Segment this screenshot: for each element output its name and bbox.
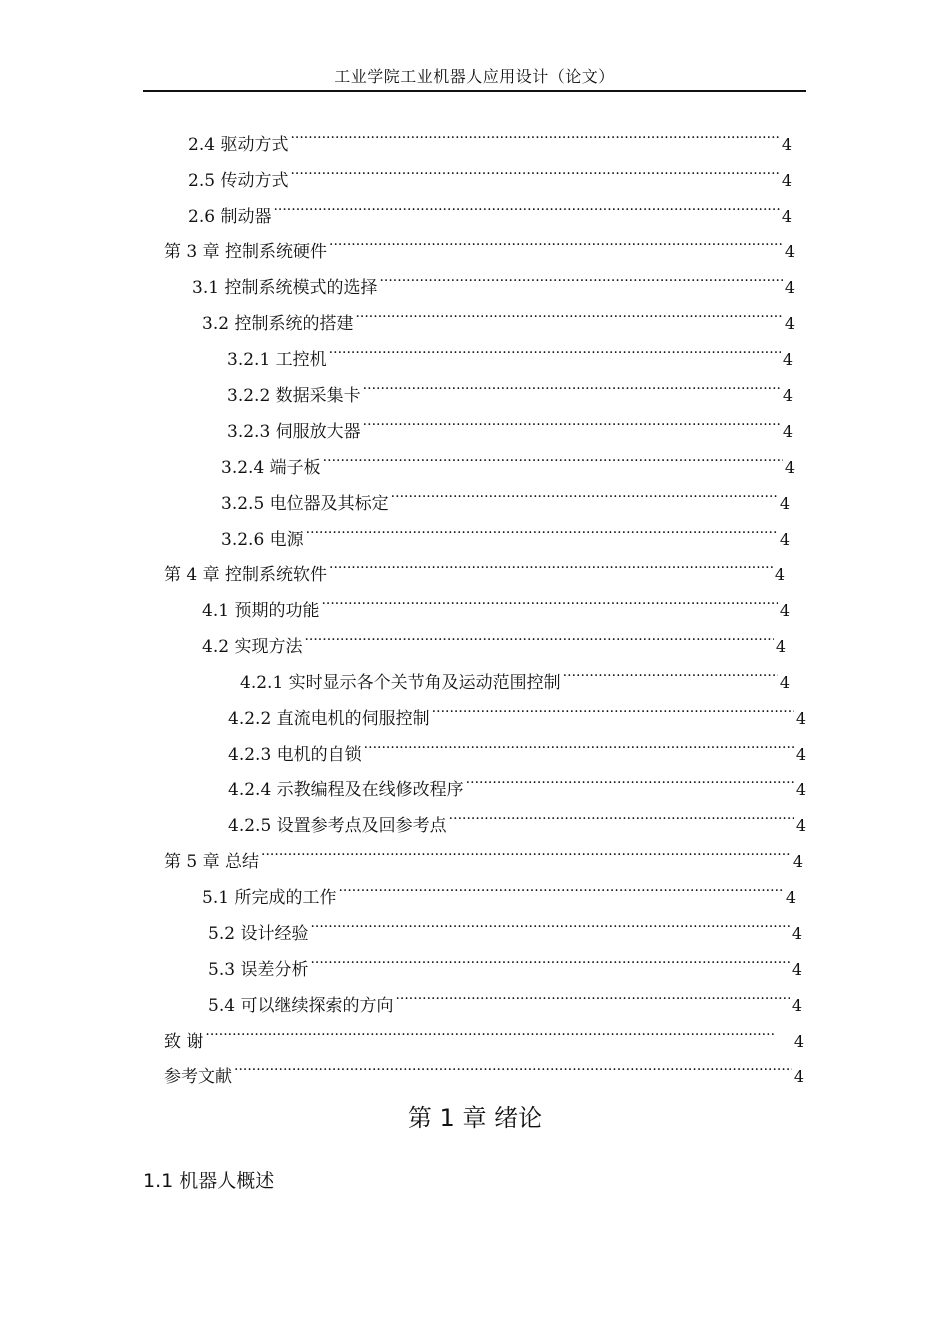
toc-entry-page: 4 (791, 924, 802, 943)
toc-entry-label: 4.2 实现方法 (202, 637, 303, 657)
toc-leader-dots (391, 485, 778, 509)
toc-leader-dots (329, 341, 781, 365)
toc-entry-label: 4.2.1 实时显示各个关节角及运动范围控制 (240, 673, 561, 693)
toc-leader-dots (432, 700, 794, 724)
toc-entry-page: 4 (781, 207, 792, 226)
toc-entry-page: 4 (775, 637, 786, 656)
toc-entry[interactable] (221, 449, 795, 478)
toc-leader-dots (290, 126, 779, 150)
chapter-title: 第 1 章 绪论 (407, 1104, 543, 1132)
toc-leader-dots (466, 771, 794, 795)
toc-entry[interactable] (221, 485, 790, 514)
toc-entry[interactable] (202, 305, 795, 334)
toc-leader-dots (364, 736, 794, 760)
toc-entry[interactable] (228, 736, 806, 765)
toc-entry[interactable] (202, 592, 790, 621)
toc-leader-dots (205, 1023, 791, 1047)
toc-entry-label: 3.2.2 数据采集卡 (227, 386, 361, 406)
toc-entry-page: 4 (784, 242, 795, 261)
toc-entry[interactable] (228, 700, 806, 729)
toc-entry[interactable] (188, 126, 792, 155)
toc-entry-label: 3.2.4 端子板 (221, 458, 321, 478)
toc-entry-label: 5.1 所完成的工作 (202, 888, 337, 908)
toc-entry[interactable] (221, 521, 790, 550)
toc-entry[interactable] (164, 556, 785, 585)
toc-entry-page: 4 (795, 745, 806, 764)
section-title: 1.1 机器人概述 (143, 1170, 275, 1192)
toc-entry[interactable] (164, 843, 803, 872)
toc-leader-dots (449, 807, 794, 831)
toc-entry[interactable] (227, 377, 793, 406)
toc-entry[interactable] (240, 664, 790, 693)
toc-entry[interactable] (208, 951, 802, 980)
toc-entry-page: 4 (781, 171, 792, 190)
toc-entry-page: 4 (782, 350, 793, 369)
toc-entry[interactable] (227, 413, 793, 442)
toc-entry-page: 4 (782, 386, 793, 405)
toc-entry-label: 3.2.1 工控机 (227, 350, 327, 370)
toc-entry-label: 4.2.2 直流电机的伺服控制 (228, 709, 430, 729)
toc-entry[interactable] (227, 341, 793, 370)
toc-entry-page: 4 (779, 673, 790, 692)
toc-entry-label: 致 谢 (164, 1032, 204, 1052)
toc-entry[interactable] (188, 198, 792, 227)
toc-entry-page: 4 (774, 565, 785, 584)
toc-entry-page: 4 (784, 278, 795, 297)
toc-leader-dots (355, 305, 782, 329)
toc-entry-label: 3.2.3 伺服放大器 (227, 422, 361, 442)
toc-leader-dots (310, 915, 789, 939)
toc-entry-page: 4 (792, 852, 803, 871)
toc-entry-label: 3.1 控制系统模式的选择 (192, 278, 378, 298)
page-header (143, 64, 806, 92)
toc-leader-dots (234, 1058, 792, 1082)
toc-entry-label: 3.2.6 电源 (221, 530, 304, 550)
toc-entry-label: 4.2.3 电机的自锁 (228, 745, 362, 765)
toc-entry-label: 2.4 驱动方式 (188, 135, 289, 155)
toc-entry-page: 4 (795, 780, 806, 799)
toc-entry-label: 4.2.4 示教编程及在线修改程序 (228, 780, 464, 800)
toc-entry-page: 4 (795, 816, 806, 835)
toc-leader-dots (323, 449, 783, 473)
toc-leader-dots (329, 233, 783, 257)
toc-entry[interactable] (164, 1023, 804, 1052)
toc-leader-dots (290, 162, 779, 186)
toc-leader-dots (379, 269, 782, 293)
toc-entry-label: 第 5 章 总结 (164, 852, 260, 872)
toc-entry[interactable] (192, 269, 795, 298)
toc-entry-label: 5.2 设计经验 (208, 924, 309, 944)
toc-entry-label: 5.4 可以继续探索的方向 (208, 996, 394, 1016)
toc-entry[interactable] (202, 628, 786, 657)
toc-entry-label: 2.5 传动方式 (188, 171, 289, 191)
toc-leader-dots (321, 592, 777, 616)
toc-leader-dots (363, 413, 781, 437)
toc-entry[interactable] (188, 162, 792, 191)
toc-entry-page: 4 (795, 709, 806, 728)
toc-entry[interactable] (164, 233, 795, 262)
toc-entry[interactable] (164, 1058, 804, 1087)
toc-leader-dots (563, 664, 778, 688)
toc-entry-label: 5.3 误差分析 (208, 960, 309, 980)
toc-entry-page: 4 (791, 996, 802, 1015)
toc-entry[interactable] (208, 987, 802, 1016)
toc-entry-page: 4 (779, 601, 790, 620)
toc-entry-page: 4 (782, 422, 793, 441)
toc-entry[interactable] (228, 771, 806, 800)
toc-entry-page: 4 (785, 888, 796, 907)
toc-entry-page: 4 (779, 530, 790, 549)
toc-entry-page: 4 (784, 458, 795, 477)
toc-entry-label: 3.2 控制系统的搭建 (202, 314, 354, 334)
toc-entry[interactable] (208, 915, 802, 944)
toc-entry-label: 参考文献 (164, 1067, 232, 1087)
toc-entry-label: 第 3 章 控制系统硬件 (164, 242, 328, 262)
toc-entry[interactable] (228, 807, 806, 836)
toc-entry[interactable] (202, 879, 796, 908)
toc-entry-page: 4 (791, 960, 802, 979)
toc-leader-dots (306, 521, 778, 545)
header-title: 工业学院工业机器人应用设计（论文） (334, 67, 615, 86)
toc-leader-dots (273, 198, 779, 222)
toc-entry-page: 4 (781, 135, 792, 154)
toc-entry-label: 第 4 章 控制系统软件 (164, 565, 328, 585)
toc-entry-page: 4 (793, 1067, 804, 1086)
toc-entry-page: 4 (779, 494, 790, 513)
toc-entry-page: 4 (784, 314, 795, 333)
toc-leader-dots (338, 879, 783, 903)
toc-leader-dots (395, 987, 789, 1011)
toc-leader-dots (310, 951, 789, 975)
toc-leader-dots (261, 843, 791, 867)
toc-entry-label: 2.6 制动器 (188, 207, 272, 227)
toc-leader-dots (304, 628, 773, 652)
toc-entry-label: 4.1 预期的功能 (202, 601, 320, 621)
toc-leader-dots (329, 556, 773, 580)
toc-leader-dots (363, 377, 781, 401)
toc-entry-label: 3.2.5 电位器及其标定 (221, 494, 389, 514)
toc-entry-label: 4.2.5 设置参考点及回参考点 (228, 816, 447, 836)
toc-entry-page: 4 (793, 1032, 804, 1051)
